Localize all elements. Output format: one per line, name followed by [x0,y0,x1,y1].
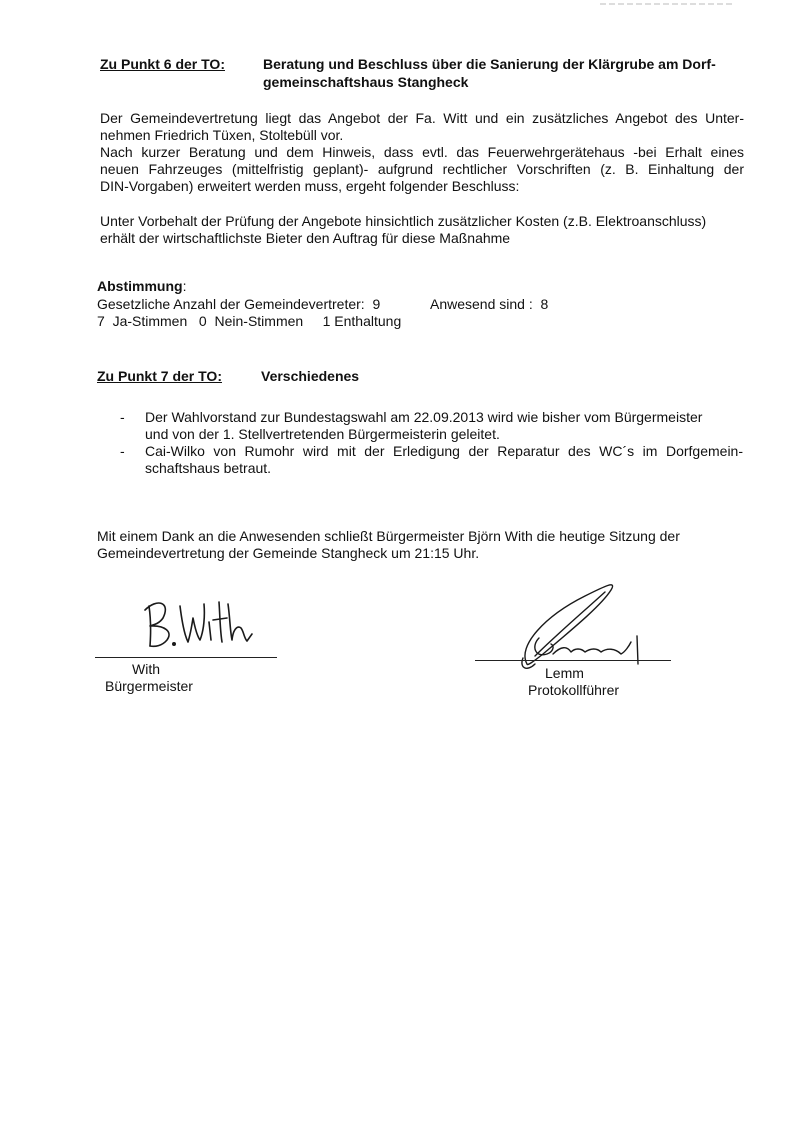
section6-heading: Zu Punkt 6 der TO: [100,56,225,72]
section7-title: Verschiedenes [261,368,360,384]
closing-line: Mit einem Dank an die Anwesenden schließt Bürgermeister Björn With die heutige Sitzung der [97,528,680,544]
item1-line: und von der 1. Stellvertretenden Bürgermeisterin geleitet. [145,426,500,442]
para3-line: erhält der wirtschaftlichste Bieter den Auftrag für diese Maßnahme [100,230,511,246]
closing-line: Gemeindevertretung der Gemeinde Stangheck um 21:15 Uhr. [97,545,480,561]
signer-role-left: Bürgermeister [105,678,193,694]
list-item [145,409,743,443]
para1-line: nehmen Friedrich Tüxen, Stoltebüll vor. [100,127,344,143]
list-dash: - [120,409,125,425]
vote-heading [97,278,186,295]
para3-line: Unter Vorbehalt der Prüfung der Angebote hinsichtlich zusätzlicher Kosten (z.B. Elektroanschluss) [100,213,707,229]
para1-line: Der Gemeindevertretung liegt das Angebot der Fa. Witt und ein zusätzliches Angebot des Unter- [100,110,744,126]
signer-role-right: Protokollführer [528,682,620,698]
para2-line: neuen Fahrzeuges (mittelfristig geplant)- aufgrund rechtlicher Vorschriften (z. B. Einhaltung der [100,161,744,177]
scan-artifact [600,3,735,5]
signer-name-right: Lemm [545,665,584,681]
para2-line: Nach kurzer Beratung und dem Hinweis, dass evtl. das Feuerwehrgerätehaus -bei Erhalt eines [100,144,744,160]
item1-line: Der Wahlvorstand zur Bundestagswahl am 22.09.2013 wird wie bisher vom Bürgermeister [145,409,703,425]
section6-title-line1: Beratung und Beschluss über die Sanierung der Klärgrube am Dorf- [263,56,716,72]
signature-with [135,592,255,654]
closing-paragraph [97,528,745,562]
section6-para3 [100,213,744,247]
section7-heading: Zu Punkt 7 der TO: [97,368,222,384]
list-item [145,443,743,477]
list-dash: - [120,443,125,459]
vote-result: 7 Ja-Stimmen 0 Nein-Stimmen 1 Enthaltung [97,313,402,329]
item2-line: Cai-Wilko von Rumohr wird mit der Erledigung der Reparatur des WC´s im Dorfgemein- [145,443,743,459]
signature-line-right [475,660,671,661]
section6-title-line2: gemeinschaftshaus Stangheck [263,74,469,90]
vote-heading-colon: : [182,278,187,294]
signature-line-left [95,657,277,658]
section6-para1 [100,110,744,144]
section6-para2 [100,144,744,195]
item2-line: schaftshaus betraut. [145,460,272,476]
vote-heading-text: Abstimmung [97,278,183,294]
para2-line: DIN-Vorgaben) erweitert werden muss, ergeht folgender Beschluss: [100,178,520,194]
signer-name-left: With [132,661,160,677]
vote-present: Anwesend sind : 8 [430,296,549,312]
vote-members: Gesetzliche Anzahl der Gemeindevertreter: 9 [97,296,381,312]
signature-lemm [505,576,680,671]
